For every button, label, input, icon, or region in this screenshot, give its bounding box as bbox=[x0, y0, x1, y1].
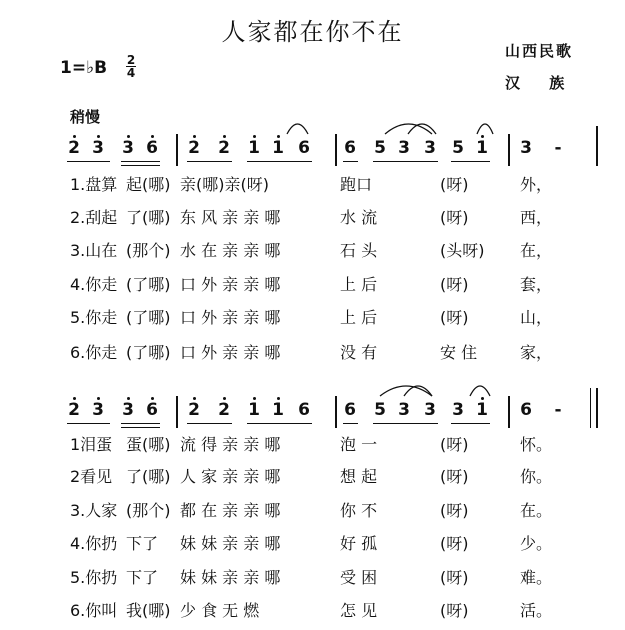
note-extension: - bbox=[554, 400, 562, 420]
lyric-cell: 少 食 无 燃 bbox=[180, 601, 260, 620]
lyric-cell: 难。 bbox=[520, 568, 553, 587]
lyric-cell: 水 在 亲 亲 哪 bbox=[180, 241, 281, 260]
lyric-cell: 下了 bbox=[126, 568, 159, 587]
lyric-cell: 5.你走 bbox=[70, 308, 118, 327]
note: 6 bbox=[146, 400, 158, 420]
lyric-cell: 在。 bbox=[520, 501, 553, 520]
note: 2 bbox=[188, 138, 200, 158]
note: 3 bbox=[424, 138, 436, 158]
note: 6 bbox=[298, 138, 310, 158]
lyric-cell: 水 流 bbox=[340, 208, 378, 227]
note: 1 bbox=[476, 138, 488, 158]
lyric-cell: 亲(哪)亲(呀) bbox=[180, 175, 269, 194]
lyric-cell: 蛋(哪) bbox=[126, 435, 171, 454]
lyric-cell: 6.你叫 bbox=[70, 601, 118, 620]
lyric-cell: (那个) bbox=[126, 241, 171, 260]
lyric-cell: (呀) bbox=[440, 275, 469, 294]
lyric-cell: (了哪) bbox=[126, 275, 171, 294]
song-origin: 山西民歌 bbox=[505, 42, 574, 60]
note: 6 bbox=[146, 138, 158, 158]
lyric-cell: (呀) bbox=[440, 208, 469, 227]
lyric-cell: 没 有 bbox=[340, 343, 378, 362]
lyric-cell: (呀) bbox=[440, 435, 469, 454]
lyric-cell: 少。 bbox=[520, 534, 553, 553]
lyric-cell: 了(哪) bbox=[126, 467, 171, 486]
note: 6 bbox=[298, 400, 310, 420]
lyric-cell: 4.你扔 bbox=[70, 534, 118, 553]
lyric-cell: 怀。 bbox=[520, 435, 553, 454]
note: 2 bbox=[188, 400, 200, 420]
lyric-cell: (呀) bbox=[440, 534, 469, 553]
lyric-cell: 家， bbox=[520, 343, 553, 362]
note: 3 bbox=[520, 138, 532, 158]
lyric-cell: 流 得 亲 亲 哪 bbox=[180, 435, 281, 454]
lyric-cell: 上 后 bbox=[340, 275, 378, 294]
lyric-cell: 下了 bbox=[126, 534, 159, 553]
note: 3 bbox=[452, 400, 464, 420]
lyric-cell: (了哪) bbox=[126, 343, 171, 362]
lyric-cell: 上 后 bbox=[340, 308, 378, 327]
tempo-marking: 稍慢 bbox=[70, 108, 101, 126]
note: 2 bbox=[218, 138, 230, 158]
lyric-cell: (呀) bbox=[440, 175, 469, 194]
note: 3 bbox=[398, 138, 410, 158]
lyric-cell: 都 在 亲 亲 哪 bbox=[180, 501, 281, 520]
note: 5 bbox=[374, 400, 386, 420]
lyric-cell: 1.盘算 bbox=[70, 175, 118, 194]
note: 1 bbox=[248, 138, 260, 158]
lyric-cell: 了(哪) bbox=[126, 208, 171, 227]
lyric-cell: (呀) bbox=[440, 601, 469, 620]
lyric-cell: 1泪蛋 bbox=[70, 435, 113, 454]
lyric-cell: (头呀) bbox=[440, 241, 485, 260]
lyric-cell: 6.你走 bbox=[70, 343, 118, 362]
lyric-cell: 东 风 亲 亲 哪 bbox=[180, 208, 281, 227]
note: 2 bbox=[68, 138, 80, 158]
note: 1 bbox=[476, 400, 488, 420]
slur bbox=[470, 386, 490, 396]
lyric-cell: 4.你走 bbox=[70, 275, 118, 294]
lyric-cell: 3.人家 bbox=[70, 501, 118, 520]
lyric-cell: 跑口 bbox=[340, 175, 373, 194]
lyric-cell: 5.你扔 bbox=[70, 568, 118, 587]
lyric-cell: 3.山在 bbox=[70, 241, 118, 260]
lyric-cell: 山， bbox=[520, 308, 553, 327]
note: 6 bbox=[344, 400, 356, 420]
key-signature: 1=♭B bbox=[60, 58, 108, 78]
note: 6 bbox=[520, 400, 532, 420]
lyric-cell: 想 起 bbox=[340, 467, 378, 486]
note: 5 bbox=[374, 138, 386, 158]
lyric-cell: (那个) bbox=[126, 501, 171, 520]
song-title: 人家都在你不在 bbox=[221, 18, 404, 46]
lyric-cell: 妹 妹 亲 亲 哪 bbox=[180, 534, 281, 553]
lyric-cell: (呀) bbox=[440, 501, 469, 520]
lyric-cell: 你。 bbox=[520, 467, 553, 486]
lyric-cell: 妹 妹 亲 亲 哪 bbox=[180, 568, 281, 587]
note: 1 bbox=[272, 400, 284, 420]
lyric-cell: 口 外 亲 亲 哪 bbox=[180, 343, 281, 362]
note: 3 bbox=[122, 400, 134, 420]
lyric-cell: (呀) bbox=[440, 568, 469, 587]
note: 2 bbox=[68, 400, 80, 420]
note: 3 bbox=[424, 400, 436, 420]
lyric-cell: 你 不 bbox=[340, 501, 378, 520]
note: 5 bbox=[452, 138, 464, 158]
meter-top: 2 bbox=[126, 53, 136, 67]
lyric-cell: 安 住 bbox=[440, 343, 478, 362]
lyric-cell: 2看见 bbox=[70, 467, 113, 486]
lyric-cell: (了哪) bbox=[126, 308, 171, 327]
note: 3 bbox=[398, 400, 410, 420]
lyric-cell: 好 孤 bbox=[340, 534, 378, 553]
lyric-cell: 套， bbox=[520, 275, 553, 294]
meter-bottom: 4 bbox=[126, 66, 136, 80]
note: 3 bbox=[92, 400, 104, 420]
lyric-cell: 怎 见 bbox=[340, 601, 378, 620]
lyric-cell: 我(哪) bbox=[126, 601, 171, 620]
note: 2 bbox=[218, 400, 230, 420]
lyric-cell: 2.刮起 bbox=[70, 208, 118, 227]
note: 3 bbox=[122, 138, 134, 158]
lyric-cell: (呀) bbox=[440, 467, 469, 486]
lyric-cell: 在， bbox=[520, 241, 553, 260]
lyric-cell: 口 外 亲 亲 哪 bbox=[180, 275, 281, 294]
note: 6 bbox=[344, 138, 356, 158]
ethnic-group: 汉 族 bbox=[505, 74, 577, 92]
note: 1 bbox=[248, 400, 260, 420]
lyric-cell: 石 头 bbox=[340, 241, 378, 260]
lyric-cell: 口 外 亲 亲 哪 bbox=[180, 308, 281, 327]
lyric-cell: (呀) bbox=[440, 308, 469, 327]
lyric-cell: 起(哪) bbox=[126, 175, 171, 194]
note-extension: - bbox=[554, 138, 562, 158]
lyric-cell: 受 困 bbox=[340, 568, 378, 587]
lyric-cell: 西， bbox=[520, 208, 553, 227]
note: 3 bbox=[92, 138, 104, 158]
lyric-cell: 人 家 亲 亲 哪 bbox=[180, 467, 281, 486]
lyric-cell: 活。 bbox=[520, 601, 553, 620]
lyric-cell: 外， bbox=[520, 175, 553, 194]
note: 1 bbox=[272, 138, 284, 158]
lyric-cell: 泡 一 bbox=[340, 435, 378, 454]
